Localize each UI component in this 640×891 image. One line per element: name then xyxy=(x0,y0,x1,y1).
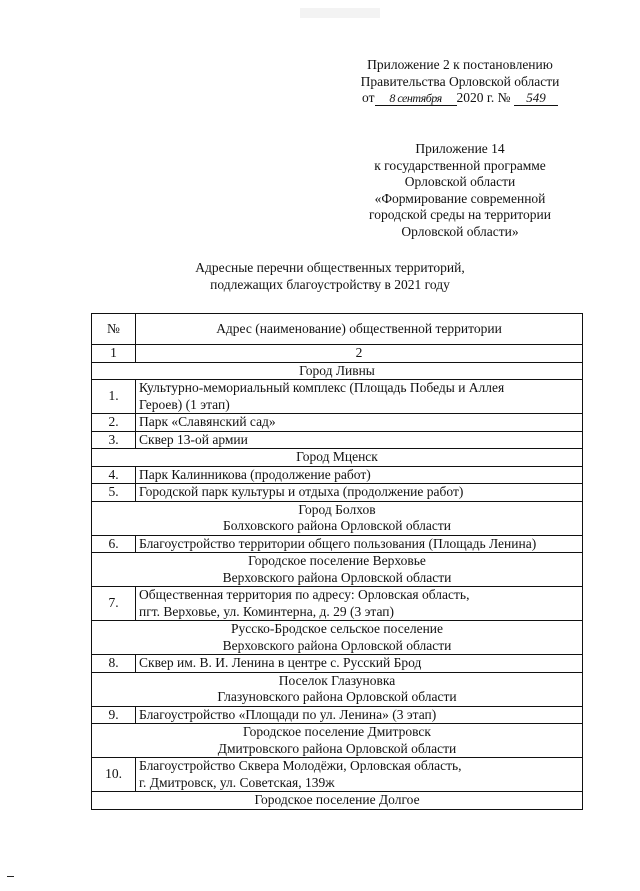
table-section-row xyxy=(92,501,583,535)
territories-table-body xyxy=(92,314,583,810)
section-title-line: Русско-Бродское сельское поселение xyxy=(230,621,444,636)
appendix-14-line: городской среды на территории xyxy=(369,207,551,222)
row-number-cell: 9. xyxy=(92,706,136,724)
row-address-line: Культурно-мемориальный комплекс (Площадь Победы и Аллея xyxy=(139,380,505,395)
header-address-cell: Адрес (наименование) общественной территории xyxy=(136,314,583,345)
table-row xyxy=(92,484,583,502)
row-number-cell: 4. xyxy=(92,466,136,484)
appendix-14-line: к государственной программе xyxy=(374,157,546,173)
row-number-cell: 2. xyxy=(92,414,136,432)
table-row xyxy=(92,535,583,553)
section-title-cell xyxy=(92,553,583,587)
row-number-cell: 6. xyxy=(92,535,136,553)
section-title-cell xyxy=(92,362,583,380)
row-number-cell: 7. xyxy=(92,587,136,621)
row-address-cell xyxy=(136,655,583,673)
table-header-row xyxy=(92,314,583,345)
row-address-cell xyxy=(136,706,583,724)
row-address-line: Благоустройство территории общего пользования (Площадь Ленина) xyxy=(139,535,537,551)
row-address-cell xyxy=(136,414,583,432)
table-section-row xyxy=(92,724,583,758)
row-address-line: Парк «Славянский сад» xyxy=(139,414,276,429)
appendix-2-line2: Правительства Орловской области xyxy=(360,73,560,89)
table-row xyxy=(92,758,583,792)
table-row xyxy=(92,431,583,449)
section-title-line: Болховского района Орловской области xyxy=(222,518,452,533)
faint-scan-mark xyxy=(300,8,380,18)
stray-mark xyxy=(7,876,14,877)
row-address-line: пгт. Верховье, ул. Коминтерна, д. 29 (3 этап) xyxy=(139,603,394,619)
document-heading xyxy=(150,259,510,293)
section-title-line: Город Болхов xyxy=(298,501,376,517)
table-row xyxy=(92,466,583,484)
section-title-line: Городское поселение Дмитровск xyxy=(243,724,431,739)
table-section-row xyxy=(92,553,583,587)
row-address-line: Сквер 13-ой армии xyxy=(139,431,248,447)
table-row xyxy=(92,706,583,724)
row-address-cell xyxy=(136,466,583,484)
row-address-line: Парк Калинникова (продолжение работ) xyxy=(139,466,371,482)
row-number-cell: 3. xyxy=(92,431,136,449)
territories-table xyxy=(91,313,583,810)
appendix-14-line: Орловской области xyxy=(404,174,516,189)
section-title-line: Дмитровского района Орловской области xyxy=(217,740,457,756)
section-title-cell xyxy=(92,672,583,706)
row-number-cell: 5. xyxy=(92,484,136,502)
section-title-line: Верховского района Орловской области xyxy=(222,569,452,585)
handwritten-number: 549 xyxy=(514,91,558,106)
row-address-cell xyxy=(136,535,583,553)
appendix-2-block xyxy=(335,57,585,107)
section-title-line: Верховского района Орловской области xyxy=(222,637,452,653)
table-section-row xyxy=(92,792,583,810)
section-title-cell xyxy=(92,449,583,467)
row-address-line: г. Дмитровск, ул. Советская, 139ж xyxy=(139,774,335,790)
heading-line2: подлежащих благоустройству в 2021 году xyxy=(210,277,450,292)
column-number-2: 2 xyxy=(136,345,583,363)
appendix-14-line: «Формирование современной xyxy=(374,190,546,206)
row-number-cell: 10. xyxy=(92,758,136,792)
section-title-line: Город Мценск xyxy=(296,449,378,464)
table-section-row xyxy=(92,362,583,380)
column-number-row xyxy=(92,345,583,363)
row-address-line: Благоустройство Сквера Молодёжи, Орловская область, xyxy=(139,758,462,773)
appendix-14-line: Орловской области» xyxy=(401,223,519,239)
year-number-label: 2020 г. № xyxy=(456,90,511,105)
table-section-row xyxy=(92,672,583,706)
heading-line1: Адресные перечни общественных территорий, xyxy=(195,260,465,275)
row-address-cell xyxy=(136,484,583,502)
handwritten-date: 8 сентября xyxy=(375,91,457,106)
row-number-cell: 8. xyxy=(92,655,136,673)
section-title-cell xyxy=(92,792,583,810)
row-address-line: Благоустройство «Площади по ул. Ленина» (3 этап) xyxy=(139,706,437,722)
appendix-2-date-line xyxy=(335,90,585,107)
section-title-cell xyxy=(92,724,583,758)
from-prefix: от xyxy=(362,90,375,105)
row-address-cell xyxy=(136,587,583,621)
section-title-cell xyxy=(92,501,583,535)
appendix-14-line: Приложение 14 xyxy=(415,141,505,156)
row-number-cell: 1. xyxy=(92,380,136,414)
section-title-line: Городское поселение Верховье xyxy=(248,553,426,568)
table-section-row xyxy=(92,621,583,655)
row-address-cell xyxy=(136,758,583,792)
appendix-14-block xyxy=(340,141,580,240)
section-title-cell xyxy=(92,621,583,655)
section-title-line: Глазуновского района Орловской области xyxy=(217,689,457,704)
table-row xyxy=(92,587,583,621)
row-address-cell xyxy=(136,380,583,414)
row-address-cell xyxy=(136,431,583,449)
column-number-1: 1 xyxy=(92,345,136,363)
row-address-line: Героев) (1 этап) xyxy=(139,396,230,412)
appendix-2-line1: Приложение 2 к постановлению xyxy=(367,57,553,72)
table-row xyxy=(92,414,583,432)
header-number-cell: № xyxy=(92,314,136,345)
table-row xyxy=(92,655,583,673)
table-section-row xyxy=(92,449,583,467)
row-address-line: Сквер им. В. И. Ленина в центре с. Русский Брод xyxy=(139,655,422,670)
section-title-line: Поселок Глазуновка xyxy=(278,672,396,688)
section-title-line: Город Ливны xyxy=(299,362,375,378)
section-title-line: Городское поселение Долгое xyxy=(254,792,420,807)
row-address-line: Общественная территория по адресу: Орловская область, xyxy=(139,587,470,602)
table-row xyxy=(92,380,583,414)
row-address-line: Городской парк культуры и отдыха (продолжение работ) xyxy=(139,484,464,499)
